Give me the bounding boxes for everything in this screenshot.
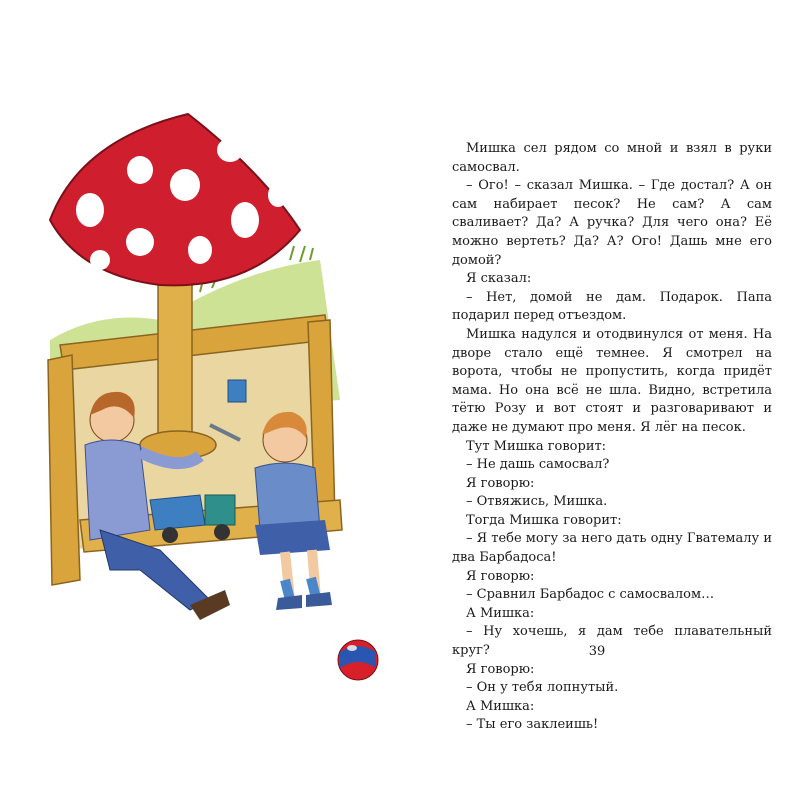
spot (126, 228, 154, 256)
paragraph: Тут Мишка говорит: (466, 438, 607, 454)
paragraph: – Я тебе могу за него дать одну Гватемалу и два Барбадоса! (452, 531, 772, 566)
paragraph: А Мишка: (466, 605, 535, 621)
sandbox-illustration (40, 100, 420, 700)
paragraph: Я говорю: (466, 568, 535, 584)
paragraph: – Ты его заклеишь! (466, 717, 599, 733)
paragraph: Мишка надулся и отодвинулся от меня. На дворе стало ещё темнее. Я смотрел на ворота, чтобы не пропустить, когда придёт мама. Но она всё не шла. Видно, встретила тётю Розу и вот стоят и разговаривают и даже не думают про меня. Я лёг на песок. (452, 326, 772, 435)
truck-wheel (162, 527, 178, 543)
spot (268, 183, 288, 207)
paragraph: Мишка сел рядом со мной и взял в руки самосвал. (452, 141, 772, 175)
spot (231, 202, 259, 238)
paragraph: – Ну хочешь, я дам тебе плавательный круг? (452, 624, 772, 659)
spot (170, 169, 200, 201)
toy-bucket (228, 380, 246, 402)
truck-wheel (214, 524, 230, 540)
paragraph: А Мишка: (466, 698, 535, 714)
paragraph: Тогда Мишка говорит: (466, 512, 622, 528)
paragraph: Я говорю: (466, 661, 535, 677)
spot (127, 156, 153, 184)
paragraph: – Сравнил Барбадос с самосвалом… (466, 587, 715, 603)
paragraph: Я сказал: (466, 271, 532, 287)
spot (76, 193, 104, 227)
paragraph: – Ого! – сказал Мишка. – Где достал? А он сам набирает песок? Не сам? А сам сваливает? Да? А ручка? Для чего она? Её можно вертеть? Да? А? Ого! Дашь мне его домой? (452, 178, 772, 268)
paragraph: Я говорю: (466, 475, 535, 491)
truck-cab (205, 495, 235, 525)
paragraph: – Нет, домой не дам. Подарок. Папа подарил перед отъездом. (452, 289, 772, 324)
spot (217, 138, 243, 162)
truck-body (150, 495, 205, 530)
spot (188, 236, 212, 264)
story-text (452, 140, 772, 735)
paragraph: – Отвяжись, Мишка. (466, 494, 608, 510)
page-number: 39 (588, 644, 606, 659)
boy-right-shorts (255, 520, 330, 555)
paragraph: – Он у тебя лопнутый. (466, 680, 619, 696)
boy-right-shirt (255, 463, 320, 530)
ball-highlight (347, 645, 357, 651)
paragraph: – Не дашь самосвал? (466, 457, 610, 473)
mushroom-pole (158, 270, 192, 440)
spot (90, 250, 110, 270)
ball (338, 640, 378, 680)
